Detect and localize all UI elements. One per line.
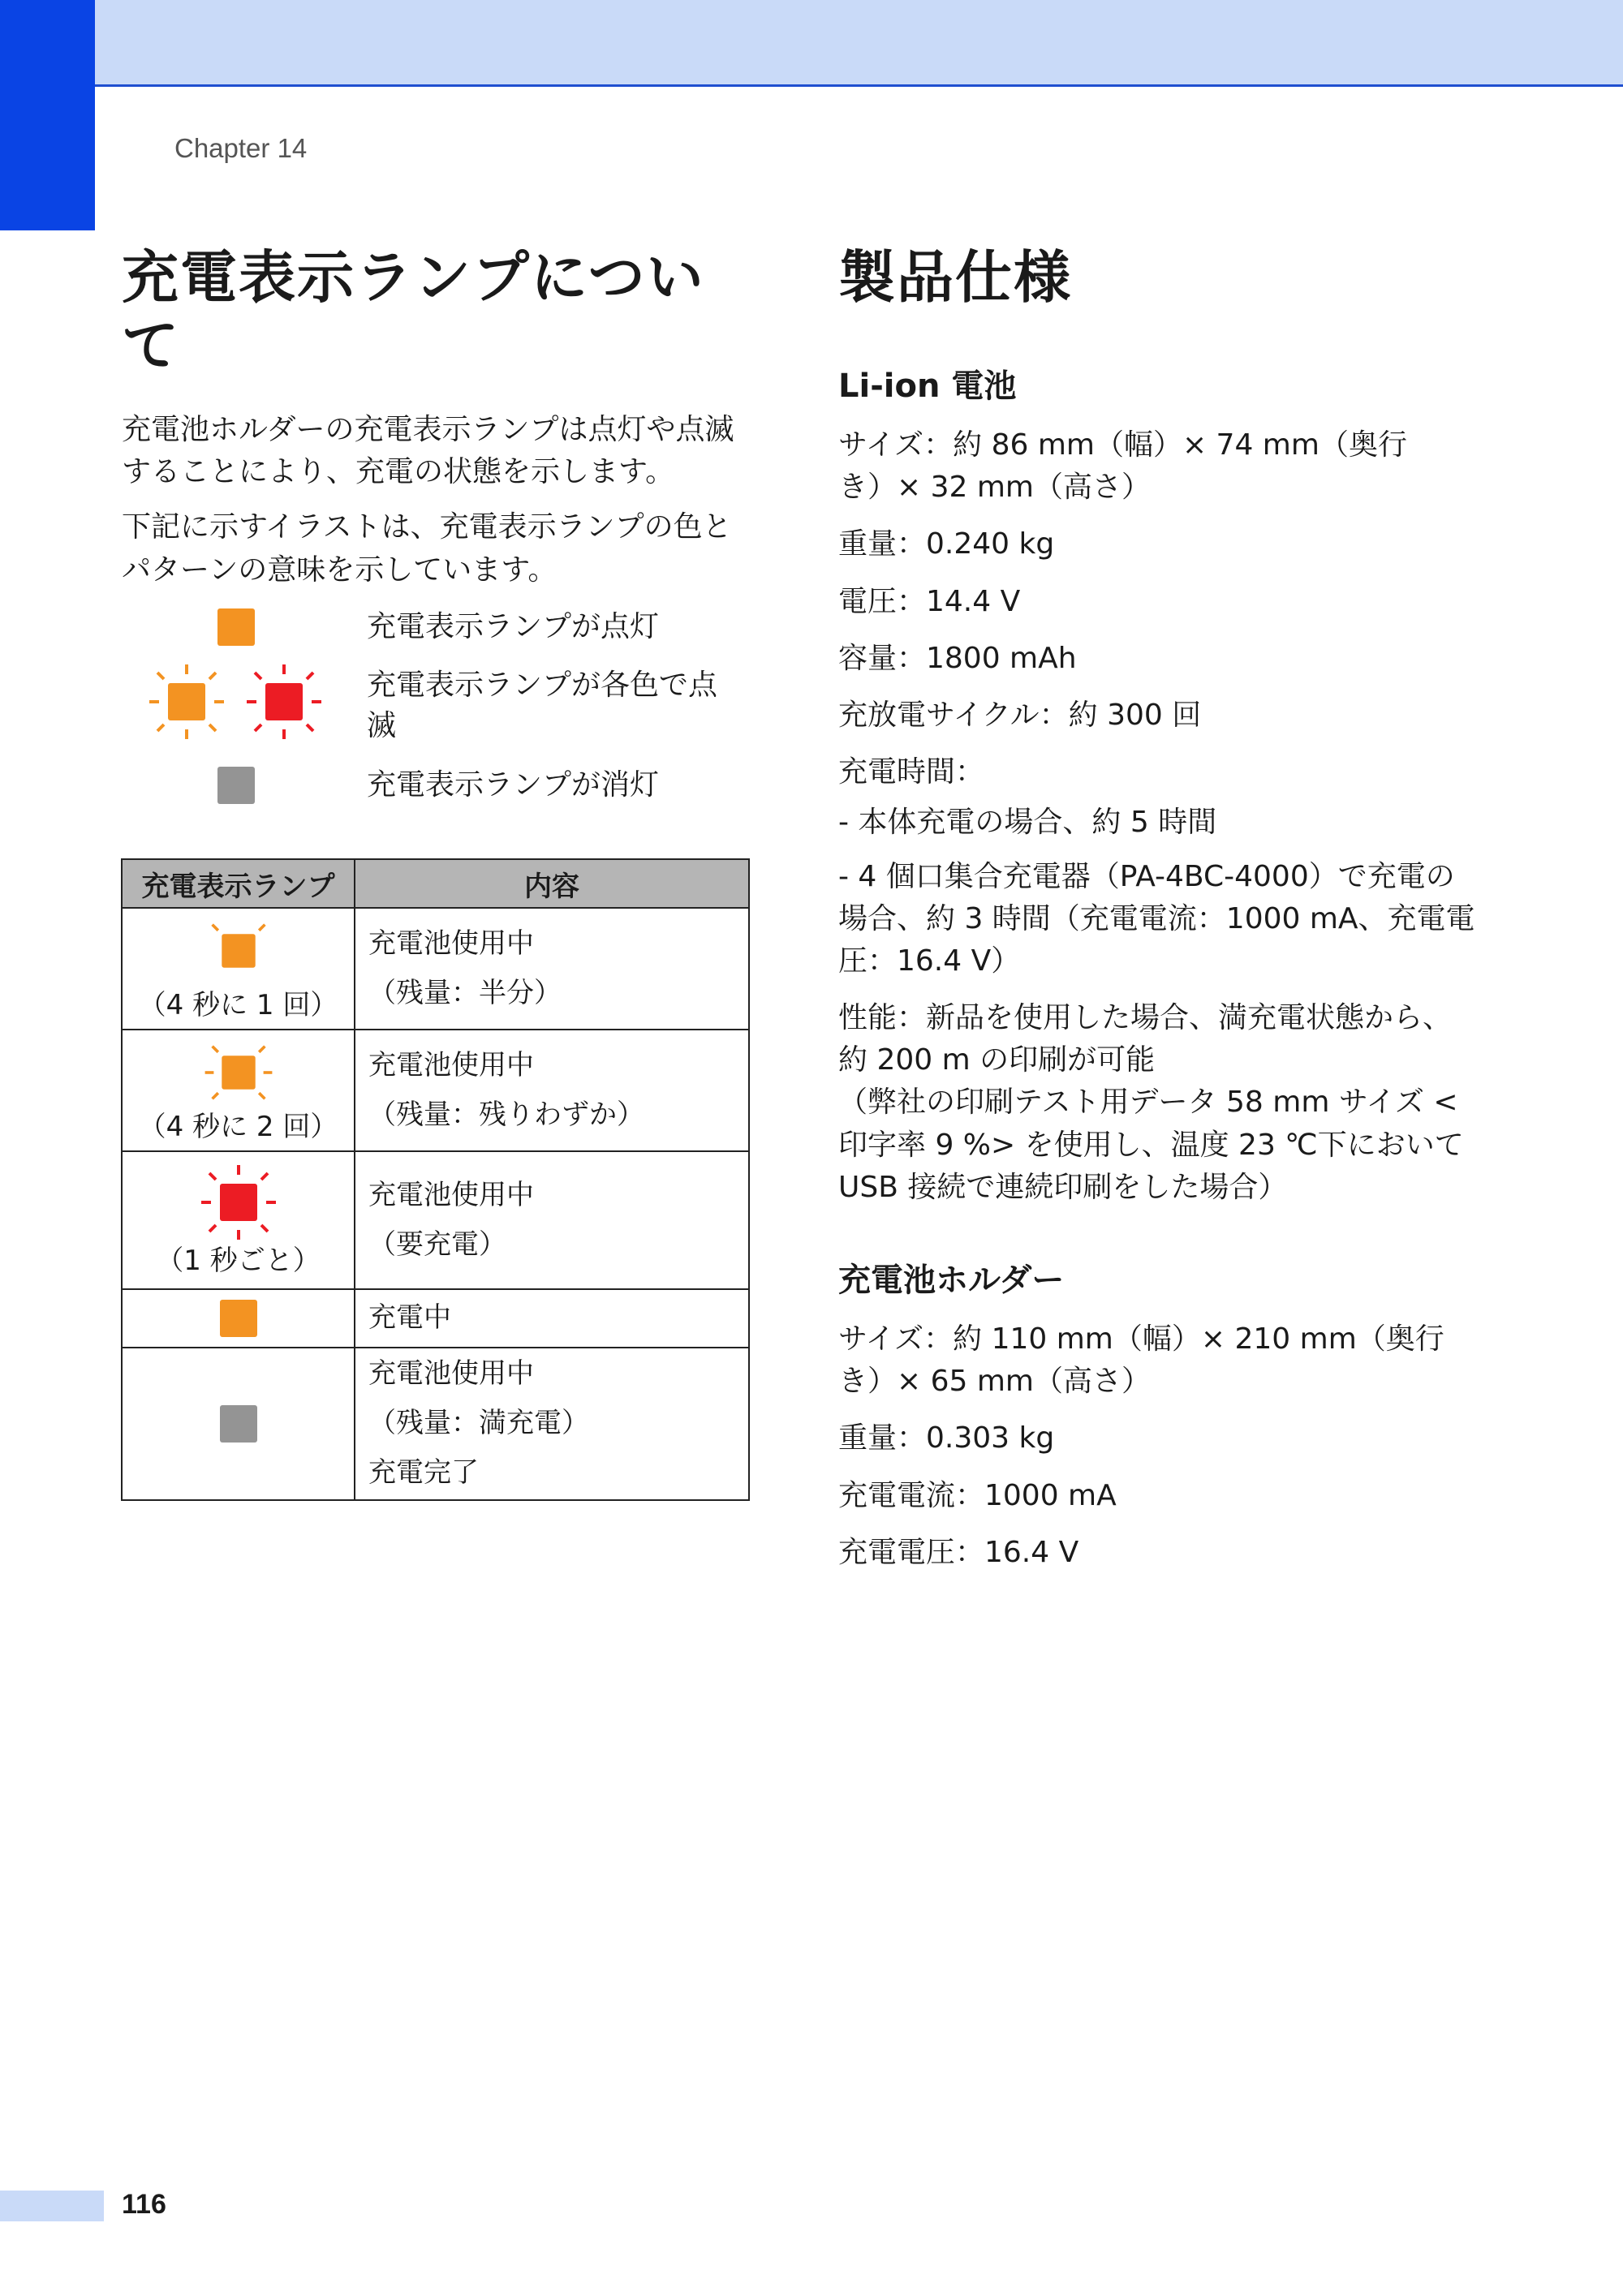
battery-performance: 性能：新品を使用した場合、満充電状態から、約 200 m の印刷が可能 <box>838 1001 1453 1077</box>
table-row <box>122 1289 749 1348</box>
chapter-tab <box>0 0 95 230</box>
footer-bar <box>0 2191 104 2221</box>
lamp-off-icon <box>217 767 255 804</box>
status-line: 充電完了 <box>368 1456 479 1490</box>
lamp-on-icon <box>220 1300 257 1337</box>
legend-intro-paragraph: 下記に示すイラストは、充電表示ランプの色とパターンの意味を示しています。 <box>122 510 732 587</box>
lamp-cell <box>122 1151 355 1289</box>
lamp-blink-red-icon <box>198 1162 279 1243</box>
right-column <box>838 243 1487 1574</box>
lamp-cell <box>122 1348 355 1500</box>
status-line: （残量：満充電） <box>368 1407 589 1440</box>
content-cell <box>355 1030 749 1151</box>
table-row <box>122 908 749 1030</box>
battery-heading: Li-ion 電池 <box>838 368 1017 405</box>
status-line: 充電中 <box>368 1301 451 1335</box>
page-number: 116 <box>122 2189 166 2220</box>
legend-on-text: 充電表示ランプが点灯 <box>367 610 660 643</box>
status-line: （残量：残りわずか） <box>368 1099 644 1131</box>
lamp-off-icon <box>220 1405 257 1443</box>
content-cell <box>355 1348 749 1500</box>
battery-weight: 重量：0.240 kg <box>838 527 1055 561</box>
lamp-status-table <box>121 858 750 1501</box>
battery-charge-4bay: - 4 個口集合充電器（PA-4BC-4000）で充電の場合、約 3 時間（充電電流：1000 mA、充電電圧：16.4 V） <box>838 859 1475 978</box>
lamp-cell <box>122 1289 355 1348</box>
lamp-blink-red-icon <box>243 661 325 742</box>
battery-performance-note: （弊社の印刷テスト用データ 58 mm サイズ < 印字率 9 %> を使用し、温度 23 ℃下において USB 接続で連続印刷をした場合） <box>838 1086 1464 1204</box>
column-header-content: 内容 <box>355 859 749 908</box>
blink-rate-caption: （4 秒に 2 回） <box>138 1110 338 1143</box>
holder-size: サイズ：約 110 mm（幅）× 210 mm（奥行き）× 65 mm（高さ） <box>838 1322 1444 1399</box>
lamp-cell <box>122 908 355 1030</box>
content-cell <box>355 1151 749 1289</box>
content-cell <box>355 908 749 1030</box>
lamp-blink-orange-icon <box>198 1036 279 1109</box>
lamp-blink-orange-icon <box>198 914 279 987</box>
header-bar <box>0 0 1623 87</box>
holder-weight: 重量：0.303 kg <box>838 1421 1055 1455</box>
status-line: 充電池使用中 <box>368 927 534 960</box>
content-cell <box>355 1289 749 1348</box>
holder-current: 充電電流：1000 mA <box>838 1478 1117 1512</box>
lamp-legend <box>122 592 755 811</box>
legend-off-text: 充電表示ランプが消灯 <box>367 768 660 802</box>
holder-voltage: 充電電圧：16.4 V <box>838 1535 1079 1569</box>
battery-size: サイズ：約 86 mm（幅）× 74 mm（奥行き）× 32 mm（高さ） <box>838 428 1407 505</box>
battery-charge-time: 充電時間： <box>838 755 985 789</box>
table-row <box>122 1030 749 1151</box>
status-line: 充電池使用中 <box>368 1357 534 1390</box>
lamp-blink-orange-icon <box>146 661 227 742</box>
status-line: （残量：半分） <box>368 977 562 1009</box>
battery-charge-body: - 本体充電の場合、約 5 時間 <box>838 806 1217 840</box>
column-header-lamp: 充電表示ランプ <box>122 859 355 908</box>
holder-heading: 充電池ホルダー <box>838 1262 1065 1299</box>
chapter-label: Chapter 14 <box>174 133 308 163</box>
lamp-cell <box>122 1030 355 1151</box>
battery-voltage: 電圧：14.4 V <box>838 584 1021 618</box>
blink-rate-caption: （4 秒に 1 回） <box>138 988 338 1021</box>
table-row <box>122 1151 749 1289</box>
section-title-lamp: 充電表示ランプについて <box>122 244 705 379</box>
battery-cycle: 充放電サイクル：約 300 回 <box>838 698 1202 732</box>
lamp-on-icon <box>217 608 255 646</box>
status-line: 充電池使用中 <box>368 1178 534 1211</box>
table-header-row <box>122 859 749 908</box>
legend-blink-text: 充電表示ランプが各色で点滅 <box>367 669 718 743</box>
table-row <box>122 1348 749 1500</box>
section-title-specs: 製品仕様 <box>838 244 1072 311</box>
battery-capacity: 容量：1800 mAh <box>838 641 1077 675</box>
status-line: 充電池使用中 <box>368 1048 534 1081</box>
left-column <box>122 243 755 591</box>
blink-rate-caption: （1 秒ごと） <box>156 1244 321 1277</box>
status-line: （要充電） <box>368 1228 506 1261</box>
intro-paragraph: 充電池ホルダーの充電表示ランプは点灯や点滅することにより、充電の状態を示します。 <box>122 413 734 489</box>
